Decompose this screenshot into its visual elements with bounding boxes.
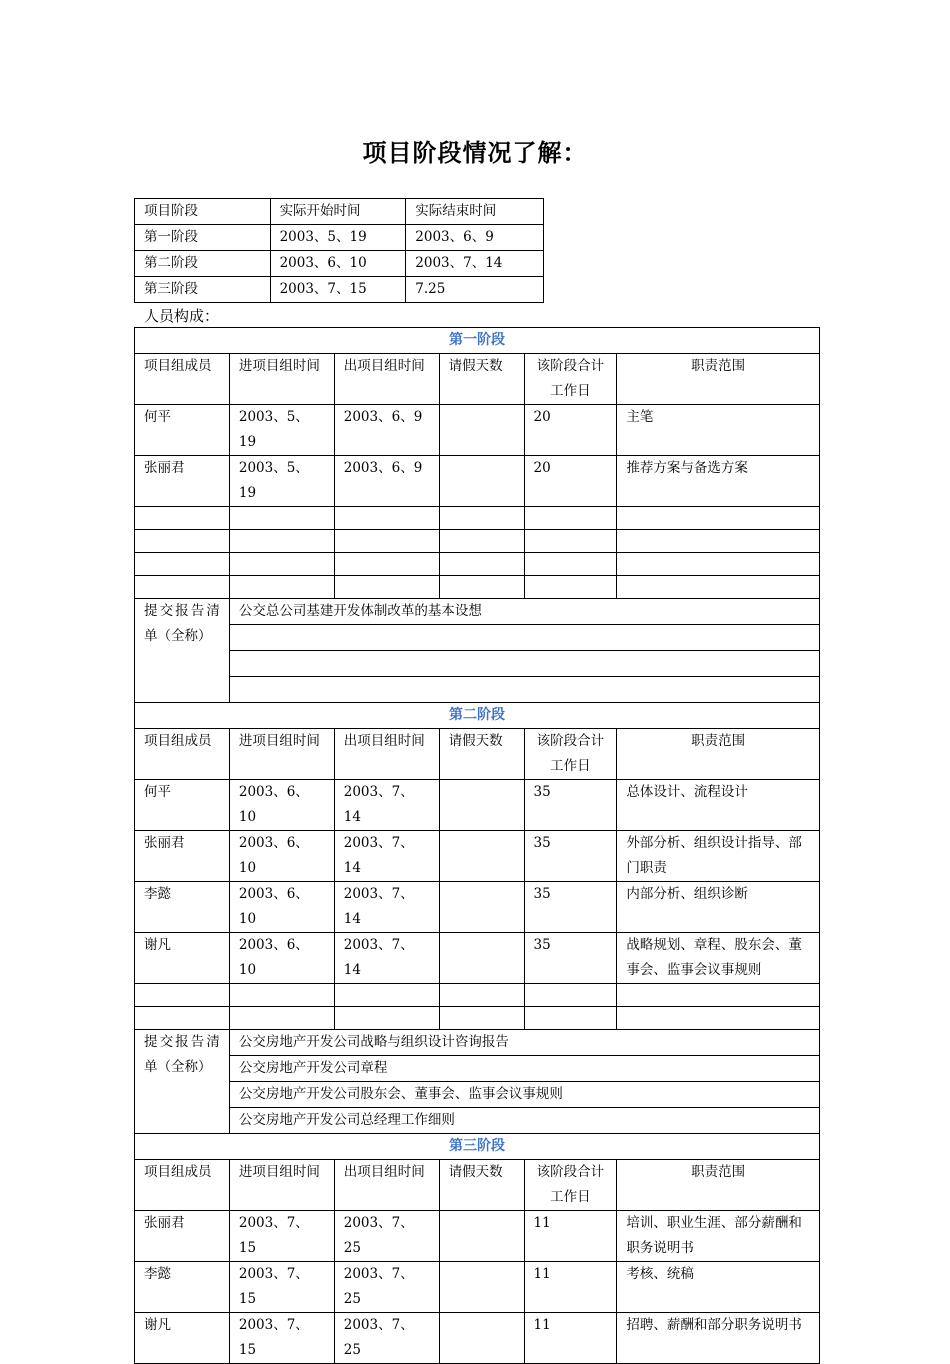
empty-cell — [334, 507, 439, 530]
table-cell: 2003、7、15 — [229, 1313, 334, 1364]
table-cell: 2003、7、14 — [334, 933, 439, 984]
empty-cell — [617, 984, 820, 1007]
empty-cell — [524, 1007, 617, 1030]
table-cell: 2003、6、10 — [270, 251, 406, 277]
empty-cell — [524, 553, 617, 576]
report-row — [135, 1108, 820, 1134]
table-cell — [439, 882, 524, 933]
table-cell: 主笔 — [617, 405, 820, 456]
column-header: 出项目组时间 — [334, 1160, 439, 1211]
column-header: 请假天数 — [439, 1160, 524, 1211]
empty-cell — [524, 984, 617, 1007]
report-item: 公交房地产开发公司章程 — [229, 1056, 819, 1082]
table-cell: 2003、7、25 — [334, 1211, 439, 1262]
report-item: 公交房地产开发公司股东会、董事会、监事会议事规则 — [229, 1082, 819, 1108]
empty-cell — [135, 553, 230, 576]
report-item: 公交总公司基建开发体制改革的基本设想 — [229, 599, 819, 625]
table-cell: 第二阶段 — [135, 251, 271, 277]
table-row — [135, 225, 544, 251]
empty-cell — [617, 576, 820, 599]
empty-cell — [334, 1007, 439, 1030]
stage-title-row — [135, 1134, 820, 1160]
table-cell: 2003、7、15 — [270, 277, 406, 303]
report-row — [135, 625, 820, 651]
empty-cell — [524, 507, 617, 530]
report-row — [135, 677, 820, 703]
column-header: 出项目组时间 — [334, 729, 439, 780]
table-cell: 内部分析、组织诊断 — [617, 882, 820, 933]
empty-cell — [135, 984, 230, 1007]
report-item — [229, 625, 819, 651]
member-row — [135, 882, 820, 933]
member-row — [135, 780, 820, 831]
table-cell: 35 — [524, 780, 617, 831]
empty-cell — [334, 530, 439, 553]
report-row — [135, 599, 820, 625]
table-cell: 2003、6、10 — [229, 831, 334, 882]
empty-row — [135, 1007, 820, 1030]
report-row — [135, 1030, 820, 1056]
member-row — [135, 1211, 820, 1262]
table-cell: 2003、7、14 — [334, 780, 439, 831]
empty-cell — [229, 553, 334, 576]
empty-cell — [439, 1007, 524, 1030]
table-cell: 35 — [524, 831, 617, 882]
table-cell: 2003、7、14 — [406, 251, 544, 277]
table-cell: 11 — [524, 1313, 617, 1364]
column-header: 该阶段合计工作日 — [524, 354, 617, 405]
column-header: 项目组成员 — [135, 354, 230, 405]
empty-cell — [135, 530, 230, 553]
empty-cell — [617, 507, 820, 530]
table-cell: 35 — [524, 882, 617, 933]
member-header-row — [135, 1160, 820, 1211]
member-row — [135, 405, 820, 456]
table-cell: 2003、7、25 — [334, 1313, 439, 1364]
table-cell — [439, 1211, 524, 1262]
table-cell: 11 — [524, 1262, 617, 1313]
column-header: 实际结束时间 — [406, 199, 544, 225]
table-cell: 2003、6、9 — [334, 405, 439, 456]
table-cell: 2003、5、19 — [270, 225, 406, 251]
table-cell: 2003、7、14 — [334, 831, 439, 882]
table-cell: 第一阶段 — [135, 225, 271, 251]
empty-cell — [334, 553, 439, 576]
stage-title: 第三阶段 — [135, 1134, 820, 1160]
table-cell: 11 — [524, 1211, 617, 1262]
table-cell: 第三阶段 — [135, 277, 271, 303]
column-header: 实际开始时间 — [270, 199, 406, 225]
column-header: 项目组成员 — [135, 1160, 230, 1211]
column-header: 进项目组时间 — [229, 1160, 334, 1211]
table-cell: 2003、6、9 — [406, 225, 544, 251]
table-cell: 李懿 — [135, 882, 230, 933]
stage-title: 第一阶段 — [135, 328, 820, 354]
table-cell: 总体设计、流程设计 — [617, 780, 820, 831]
table-cell: 20 — [524, 456, 617, 507]
table-cell: 2003、6、9 — [334, 456, 439, 507]
table-cell — [439, 831, 524, 882]
report-item: 公交房地产开发公司总经理工作细则 — [229, 1108, 819, 1134]
table-cell: 张丽君 — [135, 831, 230, 882]
empty-row — [135, 984, 820, 1007]
column-header: 职责范围 — [617, 729, 820, 780]
empty-cell — [617, 530, 820, 553]
table-cell: 何平 — [135, 780, 230, 831]
empty-cell — [334, 576, 439, 599]
table-cell: 谢凡 — [135, 933, 230, 984]
empty-row — [135, 576, 820, 599]
table-cell: 战略规划、章程、股东会、董事会、监事会议事规则 — [617, 933, 820, 984]
member-row — [135, 831, 820, 882]
member-row — [135, 933, 820, 984]
staff-composition-label: 人员构成： — [144, 307, 220, 325]
empty-row — [135, 530, 820, 553]
table-cell: 招聘、薪酬和部分职务说明书 — [617, 1313, 820, 1364]
empty-cell — [617, 1007, 820, 1030]
stage-title-row — [135, 328, 820, 354]
member-header-row — [135, 729, 820, 780]
empty-cell — [229, 507, 334, 530]
empty-cell — [229, 1007, 334, 1030]
table-cell: 2003、7、25 — [334, 1262, 439, 1313]
report-item — [229, 677, 819, 703]
column-header: 职责范围 — [617, 354, 820, 405]
empty-cell — [617, 553, 820, 576]
empty-cell — [439, 984, 524, 1007]
table-row — [135, 251, 544, 277]
report-list-label: 提交报告清单（全称） — [135, 599, 230, 703]
empty-cell — [229, 576, 334, 599]
table-cell: 2003、5、19 — [229, 405, 334, 456]
table-cell: 张丽君 — [135, 456, 230, 507]
member-header-row — [135, 354, 820, 405]
column-header: 项目组成员 — [135, 729, 230, 780]
empty-row — [135, 553, 820, 576]
empty-cell — [439, 553, 524, 576]
empty-cell — [229, 984, 334, 1007]
table-cell: 外部分析、组织设计指导、部门职责 — [617, 831, 820, 882]
stage-overview-table — [134, 198, 544, 303]
table-cell — [439, 1262, 524, 1313]
empty-cell — [439, 530, 524, 553]
column-header: 该阶段合计工作日 — [524, 729, 617, 780]
staff-composition-table — [134, 327, 820, 1364]
table-row — [135, 277, 544, 303]
member-row — [135, 456, 820, 507]
page-title: 项目阶段情况了解： — [362, 138, 588, 167]
empty-cell — [439, 576, 524, 599]
table-cell — [439, 405, 524, 456]
report-list-label: 提交报告清单（全称） — [135, 1030, 230, 1134]
table-cell: 张丽君 — [135, 1211, 230, 1262]
table-cell — [439, 1313, 524, 1364]
table-cell: 2003、7、15 — [229, 1262, 334, 1313]
column-header: 该阶段合计工作日 — [524, 1160, 617, 1211]
table-cell: 李懿 — [135, 1262, 230, 1313]
table-cell — [439, 780, 524, 831]
empty-cell — [135, 507, 230, 530]
report-item: 公交房地产开发公司战略与组织设计咨询报告 — [229, 1030, 819, 1056]
empty-cell — [524, 530, 617, 553]
empty-cell — [229, 530, 334, 553]
empty-cell — [334, 984, 439, 1007]
table-cell: 2003、5、19 — [229, 456, 334, 507]
column-header: 请假天数 — [439, 354, 524, 405]
table-header-row — [135, 199, 544, 225]
table-cell: 2003、6、10 — [229, 780, 334, 831]
column-header: 职责范围 — [617, 1160, 820, 1211]
table-cell: 35 — [524, 933, 617, 984]
report-row — [135, 1056, 820, 1082]
table-cell: 20 — [524, 405, 617, 456]
stage-title-row — [135, 703, 820, 729]
member-row — [135, 1313, 820, 1364]
empty-cell — [524, 576, 617, 599]
report-row — [135, 651, 820, 677]
table-cell: 2003、6、10 — [229, 882, 334, 933]
table-cell — [439, 456, 524, 507]
empty-cell — [135, 1007, 230, 1030]
column-header: 项目阶段 — [135, 199, 271, 225]
empty-cell — [135, 576, 230, 599]
table-cell: 推荐方案与备选方案 — [617, 456, 820, 507]
table-cell: 培训、职业生涯、部分薪酬和职务说明书 — [617, 1211, 820, 1262]
column-header: 进项目组时间 — [229, 354, 334, 405]
empty-cell — [439, 507, 524, 530]
table-cell: 何平 — [135, 405, 230, 456]
table-cell: 2003、6、10 — [229, 933, 334, 984]
stage-title: 第二阶段 — [135, 703, 820, 729]
report-row — [135, 1082, 820, 1108]
table-cell: 2003、7、14 — [334, 882, 439, 933]
report-item — [229, 651, 819, 677]
table-cell: 2003、7、15 — [229, 1211, 334, 1262]
table-cell: 考核、统稿 — [617, 1262, 820, 1313]
table-cell: 7.25 — [406, 277, 544, 303]
column-header: 出项目组时间 — [334, 354, 439, 405]
column-header: 进项目组时间 — [229, 729, 334, 780]
table-cell: 谢凡 — [135, 1313, 230, 1364]
table-cell — [439, 933, 524, 984]
empty-row — [135, 507, 820, 530]
column-header: 请假天数 — [439, 729, 524, 780]
member-row — [135, 1262, 820, 1313]
